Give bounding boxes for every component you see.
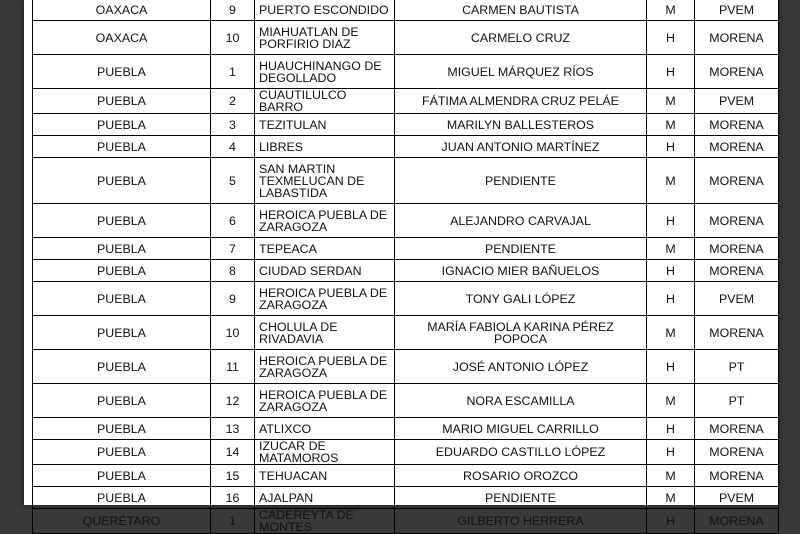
table-row	[33, 238, 779, 260]
table-body	[33, 0, 779, 534]
candidate-name-cell: MARÍA FABIOLA KARINA PÉREZ POPOCA	[395, 316, 647, 350]
table-row	[33, 350, 779, 384]
district-number-cell: 9	[211, 0, 255, 21]
state-cell: PUEBLA	[33, 238, 211, 260]
district-number-cell: 7	[211, 238, 255, 260]
state-cell: PUEBLA	[33, 350, 211, 384]
municipality-cell: TEPEACA	[255, 238, 395, 260]
district-number-cell: 2	[211, 89, 255, 114]
state-cell: PUEBLA	[33, 89, 211, 114]
district-number-cell: 15	[211, 465, 255, 487]
state-cell: PUEBLA	[33, 114, 211, 136]
district-number-cell: 4	[211, 136, 255, 158]
candidate-name-cell: NORA ESCAMILLA	[395, 384, 647, 418]
party-cell: MORENA	[695, 260, 779, 282]
table-row	[33, 440, 779, 465]
municipality-cell: MIAHUATLAN DE PORFIRIO DIAZ	[255, 21, 395, 55]
gender-cell: H	[647, 282, 695, 316]
district-number-cell: 12	[211, 384, 255, 418]
gender-cell: H	[647, 21, 695, 55]
party-cell: PVEM	[695, 89, 779, 114]
candidate-name-cell: PENDIENTE	[395, 158, 647, 204]
gender-cell: H	[647, 350, 695, 384]
state-cell: PUEBLA	[33, 260, 211, 282]
party-cell: MORENA	[695, 204, 779, 238]
municipality-cell: ATLIXCO	[255, 418, 395, 440]
candidate-name-cell: CARMELO CRUZ	[395, 21, 647, 55]
table-row	[33, 55, 779, 89]
party-cell: MORENA	[695, 21, 779, 55]
candidate-name-cell: EDUARDO CASTILLO LÓPEZ	[395, 440, 647, 465]
district-number-cell: 11	[211, 350, 255, 384]
table-row	[33, 260, 779, 282]
party-cell: MORENA	[695, 114, 779, 136]
district-number-cell: 3	[211, 114, 255, 136]
table-row	[33, 384, 779, 418]
municipality-cell: HUAUCHINANGO DE DEGOLLADO	[255, 55, 395, 89]
state-cell: OAXACA	[33, 0, 211, 21]
state-cell: PUEBLA	[33, 465, 211, 487]
party-cell: MORENA	[695, 509, 779, 534]
municipality-cell: CHOLULA DE RIVADAVIA	[255, 316, 395, 350]
party-cell: MORENA	[695, 440, 779, 465]
municipality-cell: HEROICA PUEBLA DE ZARAGOZA	[255, 204, 395, 238]
candidate-name-cell: JUAN ANTONIO MARTÍNEZ	[395, 136, 647, 158]
district-number-cell: 8	[211, 260, 255, 282]
party-cell: MORENA	[695, 316, 779, 350]
state-cell: PUEBLA	[33, 55, 211, 89]
state-cell: PUEBLA	[33, 418, 211, 440]
state-cell: OAXACA	[33, 21, 211, 55]
municipality-cell: TEZITULAN	[255, 114, 395, 136]
table-row	[33, 114, 779, 136]
district-number-cell: 6	[211, 204, 255, 238]
municipality-cell: CADEREYTA DE MONTES	[255, 509, 395, 534]
municipality-cell: AJALPAN	[255, 487, 395, 509]
candidate-name-cell: MARILYN BALLESTEROS	[395, 114, 647, 136]
state-cell: PUEBLA	[33, 384, 211, 418]
table-row	[33, 21, 779, 55]
table-row	[33, 204, 779, 238]
party-cell: MORENA	[695, 55, 779, 89]
candidate-name-cell: PENDIENTE	[395, 238, 647, 260]
municipality-cell: HEROICA PUEBLA DE ZARAGOZA	[255, 384, 395, 418]
municipality-cell: TEHUACAN	[255, 465, 395, 487]
gender-cell: M	[647, 384, 695, 418]
district-number-cell: 10	[211, 316, 255, 350]
gender-cell: M	[647, 114, 695, 136]
gender-cell: M	[647, 316, 695, 350]
table-row	[33, 89, 779, 114]
district-number-cell: 10	[211, 21, 255, 55]
municipality-cell: HEROICA PUEBLA DE ZARAGOZA	[255, 350, 395, 384]
gender-cell: H	[647, 260, 695, 282]
candidates-table	[32, 0, 779, 534]
party-cell: MORENA	[695, 465, 779, 487]
district-number-cell: 1	[211, 55, 255, 89]
gender-cell: M	[647, 89, 695, 114]
gender-cell: H	[647, 204, 695, 238]
party-cell: MORENA	[695, 136, 779, 158]
state-cell: QUERÉTARO	[33, 509, 211, 534]
gender-cell: H	[647, 418, 695, 440]
candidate-name-cell: PENDIENTE	[395, 487, 647, 509]
table-row	[33, 282, 779, 316]
candidate-name-cell: TONY GALI LÓPEZ	[395, 282, 647, 316]
district-number-cell: 13	[211, 418, 255, 440]
candidate-name-cell: MIGUEL MÁRQUEZ RÍOS	[395, 55, 647, 89]
gender-cell: H	[647, 55, 695, 89]
gender-cell: H	[647, 509, 695, 534]
table-row	[33, 509, 779, 534]
candidate-name-cell: MARIO MIGUEL CARRILLO	[395, 418, 647, 440]
district-number-cell: 5	[211, 158, 255, 204]
gender-cell: H	[647, 440, 695, 465]
municipality-cell: SAN MARTIN TEXMELUCAN DE LABASTIDA	[255, 158, 395, 204]
candidate-name-cell: GILBERTO HERRERA	[395, 509, 647, 534]
party-cell: MORENA	[695, 238, 779, 260]
table-row	[33, 465, 779, 487]
table-row	[33, 0, 779, 21]
district-number-cell: 16	[211, 487, 255, 509]
state-cell: PUEBLA	[33, 282, 211, 316]
party-cell: MORENA	[695, 418, 779, 440]
candidate-name-cell: ROSARIO OROZCO	[395, 465, 647, 487]
party-cell: PVEM	[695, 0, 779, 21]
state-cell: PUEBLA	[33, 487, 211, 509]
candidate-name-cell: ALEJANDRO CARVAJAL	[395, 204, 647, 238]
municipality-cell: CIUDAD SERDAN	[255, 260, 395, 282]
municipality-cell: PUERTO ESCONDIDO	[255, 0, 395, 21]
table-row	[33, 158, 779, 204]
table-row	[33, 136, 779, 158]
table-row	[33, 418, 779, 440]
state-cell: PUEBLA	[33, 204, 211, 238]
candidate-name-cell: CARMEN BAUTISTA	[395, 0, 647, 21]
party-cell: PT	[695, 350, 779, 384]
gender-cell: M	[647, 0, 695, 21]
party-cell: MORENA	[695, 158, 779, 204]
municipality-cell: CUAUTILULCO BARRO	[255, 89, 395, 114]
district-number-cell: 9	[211, 282, 255, 316]
gender-cell: M	[647, 465, 695, 487]
state-cell: PUEBLA	[33, 158, 211, 204]
gender-cell: M	[647, 158, 695, 204]
gender-cell: H	[647, 136, 695, 158]
candidate-name-cell: JOSÉ ANTONIO LÓPEZ	[395, 350, 647, 384]
candidate-name-cell: FÁTIMA ALMENDRA CRUZ PELÁE	[395, 89, 647, 114]
gender-cell: M	[647, 238, 695, 260]
district-number-cell: 14	[211, 440, 255, 465]
document-page	[24, 0, 778, 534]
state-cell: PUEBLA	[33, 136, 211, 158]
table-row	[33, 487, 779, 509]
municipality-cell: IZUCAR DE MATAMOROS	[255, 440, 395, 465]
state-cell: PUEBLA	[33, 440, 211, 465]
party-cell: PT	[695, 384, 779, 418]
gender-cell: M	[647, 487, 695, 509]
party-cell: PVEM	[695, 282, 779, 316]
municipality-cell: HEROICA PUEBLA DE ZARAGOZA	[255, 282, 395, 316]
candidate-name-cell: IGNACIO MIER BAÑUELOS	[395, 260, 647, 282]
table-row	[33, 316, 779, 350]
municipality-cell: LIBRES	[255, 136, 395, 158]
state-cell: PUEBLA	[33, 316, 211, 350]
party-cell: PVEM	[695, 487, 779, 509]
district-number-cell: 1	[211, 509, 255, 534]
